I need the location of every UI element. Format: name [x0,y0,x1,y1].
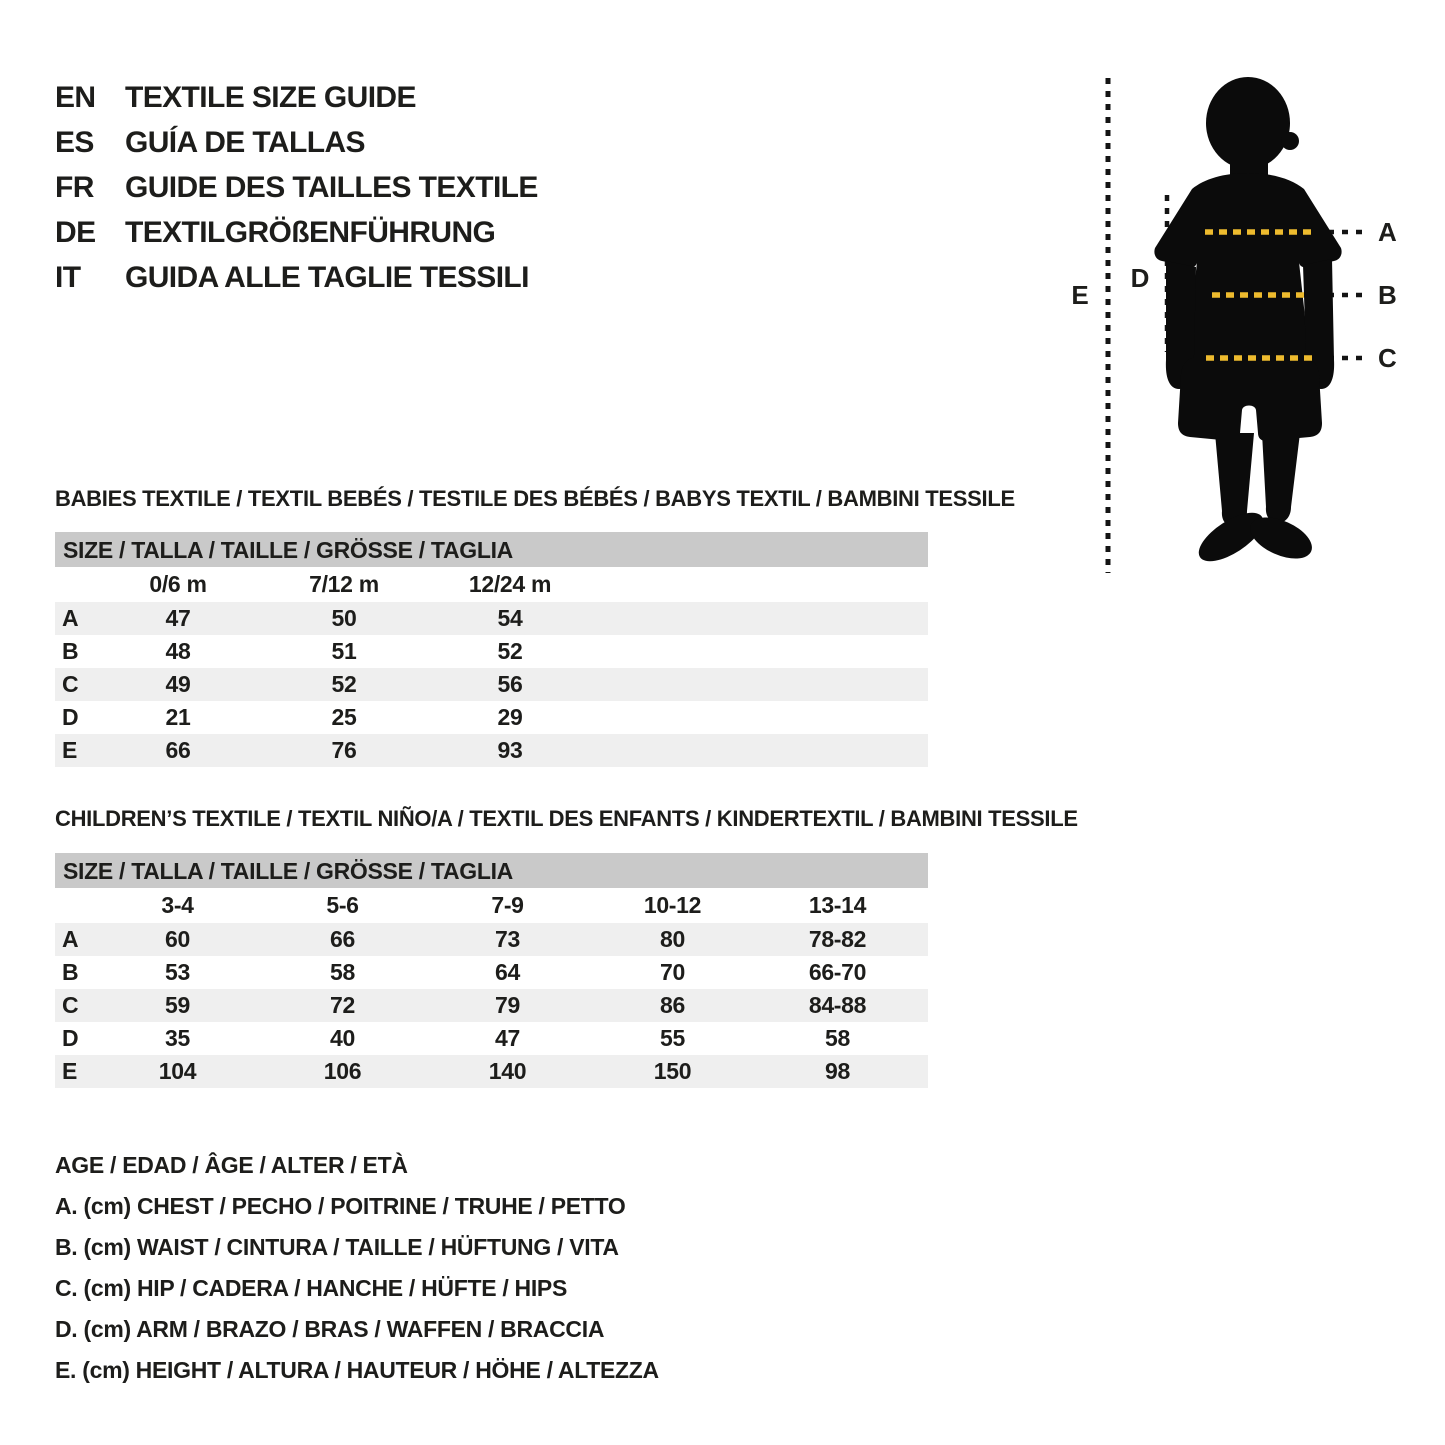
children-column-header: 13-14 [808,892,867,918]
row-label: C [62,671,79,697]
table-cell: 51 [331,638,357,664]
child-silhouette [1154,77,1341,571]
children-column-header: 5-6 [326,892,359,918]
table-cell: 53 [165,959,190,985]
table-cell: 47 [165,605,191,631]
children-row-waist [55,956,928,989]
table-cell: 25 [331,704,357,730]
children-column-header: 7-9 [491,892,524,918]
row-label: B [62,959,79,985]
row-label: A [62,605,79,631]
language-header [55,75,538,300]
row-label: D [62,1025,79,1051]
measurement-legend [55,1145,659,1391]
children-row-chest [55,923,928,956]
babies-column-header: 7/12 m [309,571,379,597]
table-cell: 76 [331,737,357,763]
babies-row-waist [55,635,928,668]
measure-label-arm: D [1130,263,1150,293]
legend-line-chest: A. (cm) CHEST / PECHO / POITRINE / TRUHE / PETTO [55,1193,626,1219]
measure-label-height: E [1071,280,1089,310]
table-cell: 21 [165,704,191,730]
babies-row-hip [55,668,928,701]
table-cell: 73 [495,926,520,952]
size-header-label: SIZE / TALLA / TAILLE / GRÖSSE / TAGLIA [63,537,513,563]
language-code: DE [55,216,96,249]
language-title: GUÍA DE TALLAS [125,126,365,159]
table-cell: 52 [497,638,523,664]
row-label: E [62,737,78,763]
table-cell: 72 [330,992,355,1018]
children-size-header-bar [55,853,928,888]
language-title: GUIDA ALLE TAGLIE TESSILI [125,261,529,294]
table-cell: 98 [825,1058,850,1084]
table-cell: 66-70 [808,959,867,985]
legend-line-age: AGE / EDAD / ÂGE / ALTER / ETÀ [55,1152,408,1178]
language-row [55,75,538,120]
babies-row-arm [55,701,928,734]
children-section-title: CHILDREN’S TEXTILE / TEXTIL NIÑO/A / TEXTIL DES ENFANTS / KINDERTEXTIL / BAMBINI TESSILE [55,806,1078,831]
table-cell: 55 [660,1025,685,1051]
table-cell: 56 [497,671,523,697]
measure-label-hip: C [1378,343,1397,373]
table-cell: 40 [330,1025,355,1051]
language-row [55,255,538,300]
legend-line-hip: C. (cm) HIP / CADERA / HANCHE / HÜFTE / HIPS [55,1275,568,1301]
language-title: GUIDE DES TAILLES TEXTILE [125,171,538,204]
measure-label-chest: A [1378,217,1397,247]
legend-line-height: E. (cm) HEIGHT / ALTURA / HAUTEUR / HÖHE / ALTEZZA [55,1357,659,1383]
language-code: ES [55,126,94,159]
language-row [55,210,538,255]
children-row-hip [55,989,928,1022]
babies-size-table [55,532,928,767]
table-cell: 80 [660,926,685,952]
row-label: D [62,704,79,730]
table-cell: 58 [825,1025,850,1051]
babies-column-header-row [55,567,928,602]
table-cell: 60 [165,926,190,952]
babies-row-height [55,734,928,767]
babies-column-header: 12/24 m [468,571,552,597]
language-title: TEXTILE SIZE GUIDE [125,81,416,114]
language-code: EN [55,81,96,114]
table-cell: 78-82 [808,926,867,952]
table-cell: 66 [165,737,191,763]
table-cell: 59 [165,992,190,1018]
table-cell: 104 [158,1058,197,1084]
language-code: IT [55,261,81,294]
table-cell: 150 [653,1058,692,1084]
table-cell: 79 [495,992,520,1018]
language-row [55,165,538,210]
table-cell: 86 [660,992,685,1018]
child-silhouette-diagram [1000,55,1445,600]
measure-label-waist: B [1378,280,1397,310]
babies-row-chest [55,602,928,635]
row-label: E [62,1058,78,1084]
children-column-header: 3-4 [161,892,194,918]
table-cell: 48 [165,638,191,664]
table-cell: 50 [331,605,357,631]
table-cell: 140 [488,1058,527,1084]
row-label: A [62,926,79,952]
table-cell: 29 [497,704,523,730]
children-column-header: 10-12 [643,892,702,918]
babies-column-header: 0/6 m [149,571,207,597]
table-cell: 66 [330,926,355,952]
table-cell: 58 [330,959,355,985]
table-cell: 49 [165,671,191,697]
table-cell: 52 [331,671,357,697]
babies-section-title: BABIES TEXTILE / TEXTIL BEBÉS / TESTILE DES BÉBÉS / BABYS TEXTIL / BAMBINI TESSILE [55,486,1015,511]
table-cell: 106 [323,1058,362,1084]
language-code: FR [55,171,94,204]
child-measurement-figure [1000,55,1445,600]
row-label: C [62,992,79,1018]
legend-line-waist: B. (cm) WAIST / CINTURA / TAILLE / HÜFTUNG / VITA [55,1234,619,1260]
table-cell: 64 [495,959,520,985]
table-cell: 54 [497,605,523,631]
table-cell: 70 [660,959,685,985]
children-size-table [55,853,928,1088]
language-row [55,120,538,165]
children-column-header-row [55,888,928,923]
legend-line-arm: D. (cm) ARM / BRAZO / BRAS / WAFFEN / BRACCIA [55,1316,605,1342]
row-label: B [62,638,79,664]
table-cell: 93 [497,737,523,763]
row-label-spacer [55,888,95,923]
table-cell: 84-88 [808,992,867,1018]
row-label-spacer [55,567,95,602]
babies-size-header-bar [55,532,928,567]
table-cell: 47 [495,1025,520,1051]
table-cell: 35 [165,1025,190,1051]
children-row-height [55,1055,928,1088]
size-header-label: SIZE / TALLA / TAILLE / GRÖSSE / TAGLIA [63,858,513,884]
children-row-arm [55,1022,928,1055]
language-title: TEXTILGRÖßENFÜHRUNG [125,216,496,249]
